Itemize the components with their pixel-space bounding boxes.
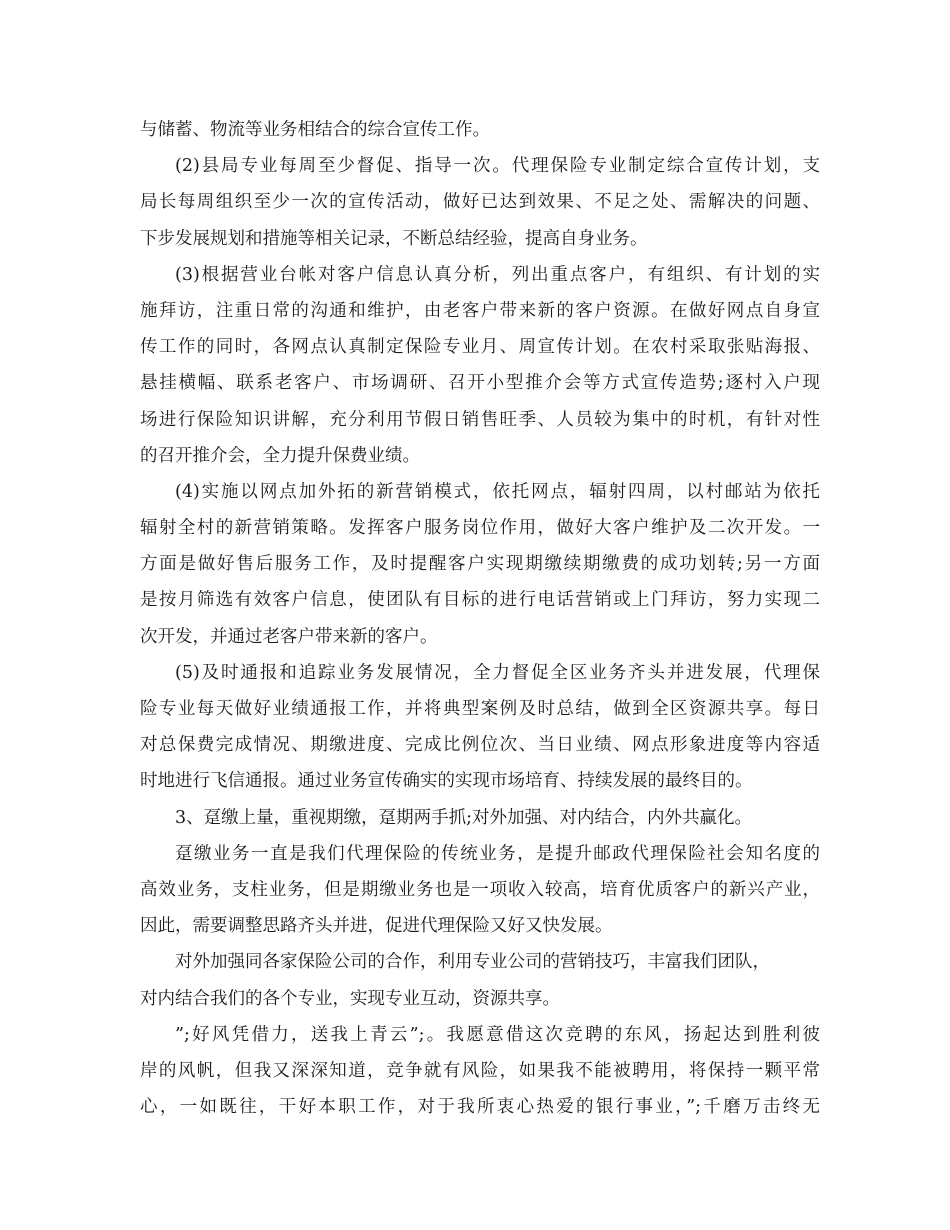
text-line: 3、趸缴上量，重视期缴，趸期两手抓;对外加强、对内结合，内外共赢化。 — [175, 807, 753, 828]
document-body — [140, 112, 820, 1125]
text-line: (3)根据营业台帐对客户信息认真分析，列出重点客户，有组织、有计划的实 — [175, 264, 820, 285]
text-line: (5)及时通报和追踪业务发展情况，全力督促全区业务齐头并进发展，代理保 — [175, 662, 820, 683]
text-line: 心，一如既往，干好本职工作，对于我所衷心热爱的银行事业，”;千磨万击终无 — [140, 1097, 820, 1118]
text-line: 趸缴业务一直是我们代理保险的传统业务，是提升邮政代理保险社会知名度的 — [175, 843, 820, 864]
text-line: 与储蓄、物流等业务相结合的综合宣传工作。 — [140, 120, 490, 140]
text-line: 施拜访，注重日常的沟通和维护，由老客户带来新的客户资源。在做好网点自身宣 — [140, 300, 820, 321]
text-line: 对内结合我们的各个专业，实现专业互动，资源共享。 — [140, 988, 560, 1009]
text-line: 时地进行飞信通报。通过业务宣传确实的实现市场培育、持续发展的最终目的。 — [140, 771, 753, 792]
text-line: 下步发展规划和措施等相关记录，不断总结经验，提高自身业务。 — [140, 228, 648, 249]
text-line: (4)实施以网点加外拓的新营销模式，依托网点，辐射四周，以村邮站为依托 — [175, 481, 820, 502]
text-line: 传工作的同时，各网点认真制定保险专业月、周宣传计划。在农村采取张贴海报、 — [140, 337, 820, 358]
text-line: 局长每周组织至少一次的宣传活动，做好已达到效果、不足之处、需解决的问题、 — [140, 192, 820, 213]
text-line: 对总保费完成情况、期缴进度、完成比例位次、当日业绩、网点形象进度等内容适 — [140, 735, 820, 756]
text-line: 方面是做好售后服务工作，及时提醒客户实现期缴续期缴费的成功划转;另一方面 — [140, 554, 820, 575]
text-line: ”;好风凭借力，送我上青云”;。我愿意借这次竞聘的东风，扬起达到胜利彼 — [175, 1024, 820, 1045]
text-line: 悬挂横幅、联系老客户、市场调研、召开小型推介会等方式宣传造势;逐村入户现 — [140, 373, 820, 394]
text-line: 次开发，并通过老客户带来新的客户。 — [140, 626, 438, 647]
text-line: 险专业每天做好业绩通报工作，并将典型案例及时总结，做到全区资源共享。每日 — [140, 699, 820, 719]
text-line: (2)县局专业每周至少督促、指导一次。代理保险专业制定综合宣传计划，支 — [175, 156, 820, 177]
text-line: 高效业务，支柱业务，但是期缴业务也是一项收入较高，培育优质客户的新兴产业， — [140, 879, 820, 900]
text-line: 辐射全村的新营销策略。发挥客户服务岗位作用，做好大客户维护及二次开发。一 — [140, 518, 820, 539]
text-line: 对外加强同各家保险公司的合作，利用专业公司的营销技巧，丰富我们团队， — [175, 952, 770, 973]
text-line: 是按月筛选有效客户信息，使团队有目标的进行电话营销或上门拜访，努力实现二 — [140, 590, 820, 611]
text-line: 岸的风帆，但我又深深知道，竞争就有风险，如果我不能被聘用，将保持一颗平常 — [140, 1060, 820, 1081]
text-line: 的召开推介会，全力提升保费业绩。 — [140, 445, 420, 466]
text-line: 场进行保险知识讲解，充分利用节假日销售旺季、人员较为集中的时机，有针对性 — [140, 409, 820, 430]
text-line: 因此，需要调整思路齐头并进，促进代理保险又好又快发展。 — [140, 916, 613, 937]
